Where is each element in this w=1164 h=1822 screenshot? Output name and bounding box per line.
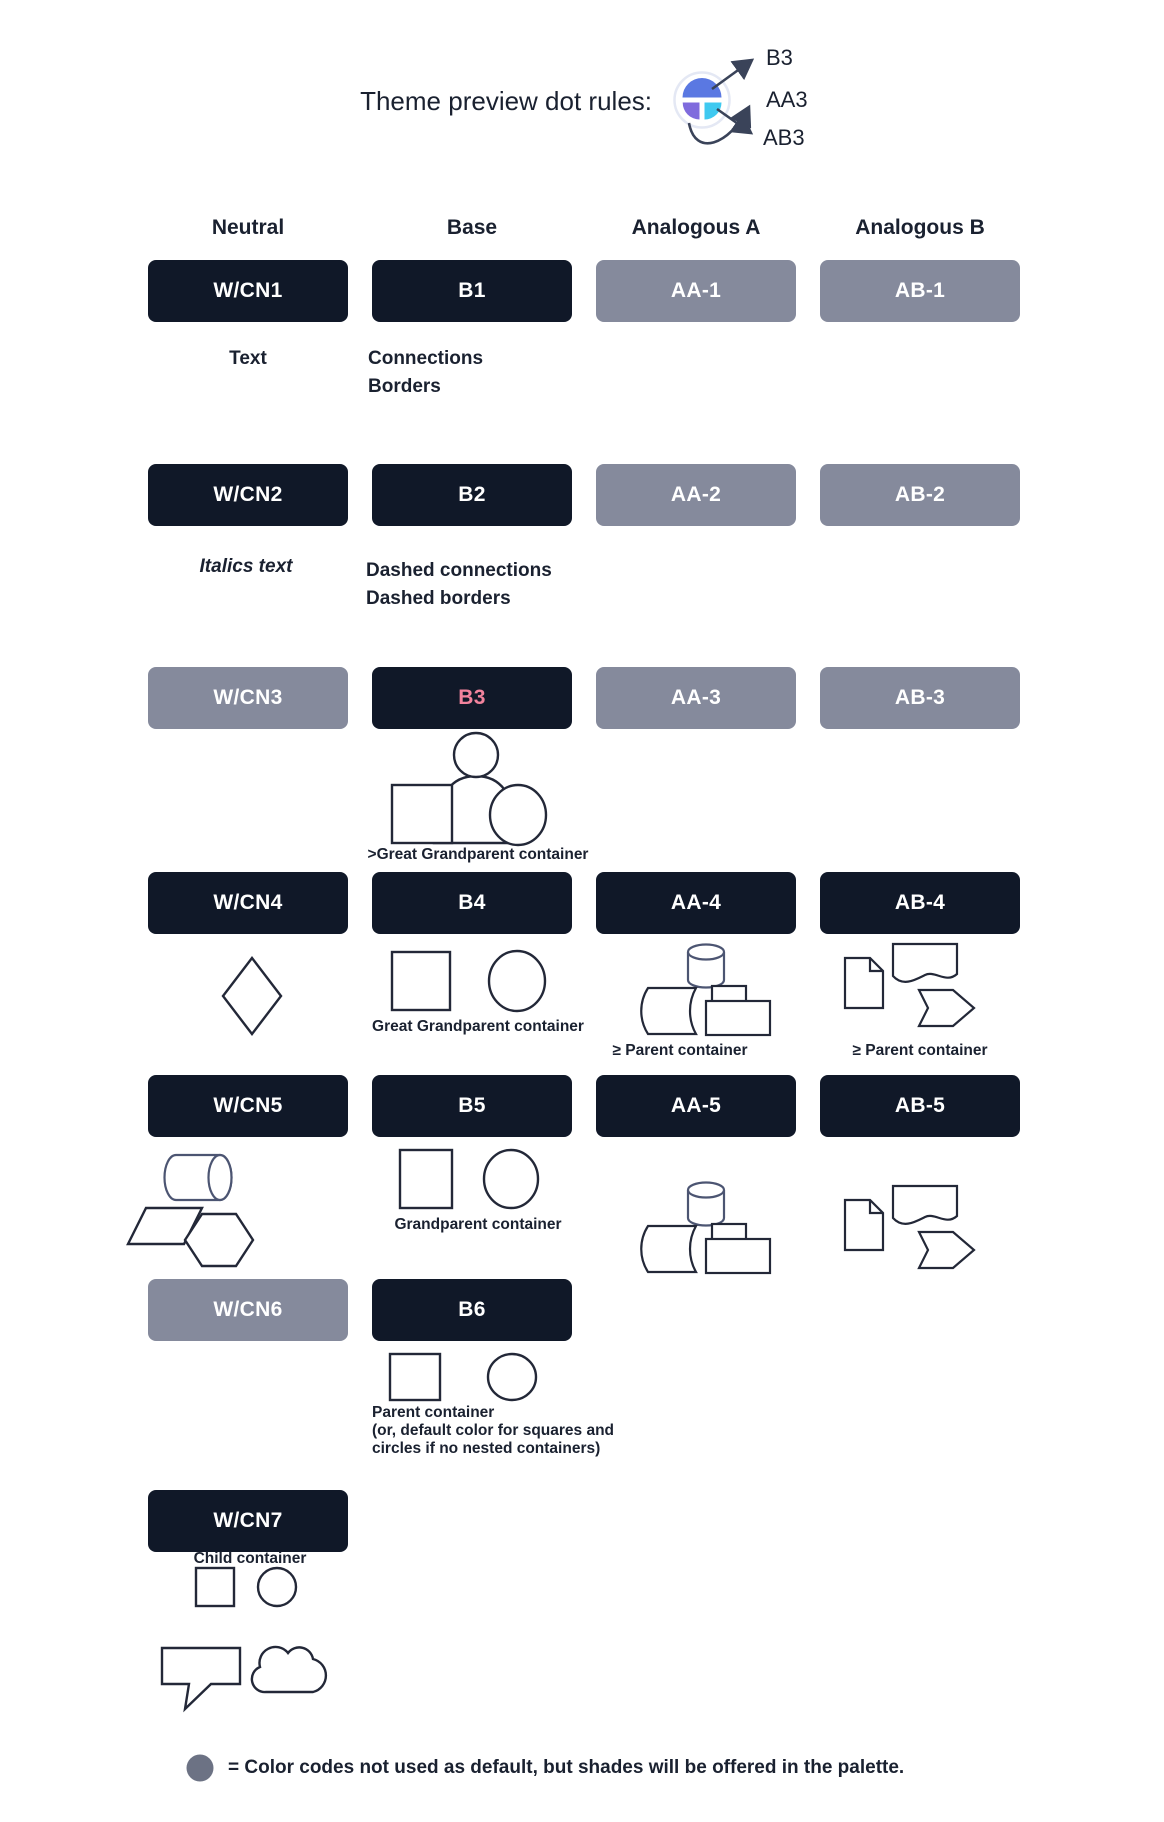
swatch-b3 [372, 667, 572, 729]
swatch-aa5 [596, 1075, 796, 1137]
swatch-label: B1 [458, 279, 486, 302]
arrow-to-b3 [712, 60, 752, 89]
swatch-b6 [372, 1279, 572, 1341]
aa5-shape-cluster [641, 1183, 770, 1274]
col-header-analogous-a: Analogous A [631, 216, 761, 239]
square-shape [390, 1354, 440, 1400]
note-parent-line1: Parent container [372, 1404, 495, 1421]
swatch-label: AB-4 [894, 891, 946, 914]
swatch-wcn3 [148, 667, 348, 729]
note-connections: Connections [368, 348, 484, 369]
horizontal-cylinder-icon [165, 1155, 232, 1200]
cloud-icon [252, 1647, 326, 1692]
note-parent-line2: (or, default color for squares and [372, 1422, 615, 1439]
b5-square-circle-group [400, 1150, 538, 1208]
swatch-ab1 [820, 260, 1020, 322]
swatch-wcn4 [148, 872, 348, 934]
dot-label-b3: B3 [766, 45, 793, 70]
swatch-label: W/CN2 [213, 483, 283, 506]
swatch-label: AB-2 [894, 483, 946, 506]
b4-square-circle-group [392, 951, 545, 1011]
page-title: Theme preview dot rules: [360, 86, 652, 116]
swatch-label: AB-3 [894, 686, 946, 709]
note-dashed-connections: Dashed connections [366, 560, 552, 581]
square-shape [196, 1568, 234, 1606]
swatch-label: AA-2 [670, 483, 722, 506]
swatch-b5 [372, 1075, 572, 1137]
diamond-shape [223, 958, 281, 1034]
square-shape [392, 952, 450, 1010]
swatch-label: W/CN7 [213, 1509, 283, 1532]
swatch-label: B2 [458, 483, 486, 506]
swatch-label: W/CN4 [213, 891, 283, 914]
col-header-analogous-b: Analogous B [855, 216, 985, 239]
swatch-b1 [372, 260, 572, 322]
square-shape [400, 1150, 452, 1208]
swatch-b2 [372, 464, 572, 526]
swatch-label: AA-3 [670, 686, 722, 709]
swatch-label: B3 [458, 686, 486, 709]
swatch-label: AB-1 [894, 279, 946, 302]
swatch-ab2 [820, 464, 1020, 526]
swatch-wcn2 [148, 464, 348, 526]
wcn7-shape-cluster [162, 1568, 326, 1709]
dot-label-ab3: AB3 [763, 125, 805, 150]
note-grandparent: Grandparent container [394, 1216, 562, 1233]
swatch-aa2 [596, 464, 796, 526]
swatch-ab3 [820, 667, 1020, 729]
swatch-label: AA-5 [670, 1094, 722, 1117]
note-gt-great-grandparent: >Great Grandparent container [367, 846, 589, 863]
note-dashed-borders: Dashed borders [366, 588, 511, 609]
swatch-label: B5 [458, 1094, 486, 1117]
swatch-wcn7 [148, 1490, 348, 1552]
swatch-aa4 [596, 872, 796, 934]
note-borders: Borders [368, 376, 441, 397]
swatch-label: AB-5 [894, 1094, 946, 1117]
gray-dot-icon [187, 1755, 214, 1782]
wcn5-shape-cluster [128, 1155, 253, 1266]
swatch-wcn5 [148, 1075, 348, 1137]
swatch-label: W/CN3 [213, 686, 283, 709]
swatch-label: B6 [458, 1298, 486, 1321]
note-ge-parent-aa: ≥ Parent container [612, 1042, 748, 1059]
swatch-label: AA-4 [670, 891, 722, 914]
col-header-base: Base [446, 216, 498, 239]
swatch-label: B4 [458, 891, 486, 914]
col-header-neutral: Neutral [211, 216, 285, 239]
speech-bubble-icon [162, 1648, 240, 1709]
swatch-b4 [372, 872, 572, 934]
swatch-label: W/CN6 [213, 1298, 283, 1321]
swatch-aa1 [596, 260, 796, 322]
note-great-grandparent: Great Grandparent container [372, 1018, 584, 1035]
person-square-circle-group [392, 733, 546, 845]
footer-note: = Color codes not used as default, but shades will be offered in the palette. [228, 1757, 905, 1778]
note-ge-parent-ab: ≥ Parent container [852, 1042, 988, 1059]
circle-shape [489, 951, 545, 1011]
circle-shape [484, 1150, 538, 1208]
circle-shape [490, 785, 546, 845]
swatch-ab5 [820, 1075, 1020, 1137]
ab5-shape-cluster [845, 1186, 974, 1268]
swatch-ab4 [820, 872, 1020, 934]
square-shape [392, 785, 452, 843]
note-parent-line3: circles if no nested containers) [372, 1440, 601, 1457]
swatch-wcn1 [148, 260, 348, 322]
swatch-label: AA-1 [670, 279, 722, 302]
ab4-shape-cluster [845, 944, 974, 1026]
swatch-label: W/CN5 [213, 1094, 283, 1117]
aa4-shape-cluster [641, 945, 770, 1036]
note-child-container: Child container [193, 1550, 307, 1567]
circle-shape [488, 1354, 536, 1400]
note-text: Text [229, 348, 267, 369]
note-italics-text: Italics text [199, 556, 293, 577]
swatch-wcn6 [148, 1279, 348, 1341]
person-head-icon [454, 733, 498, 777]
circle-shape [258, 1568, 296, 1606]
swatch-aa3 [596, 667, 796, 729]
b6-square-circle-group [390, 1354, 536, 1400]
dot-label-aa3: AA3 [766, 87, 808, 112]
swatch-label: W/CN1 [213, 279, 283, 302]
